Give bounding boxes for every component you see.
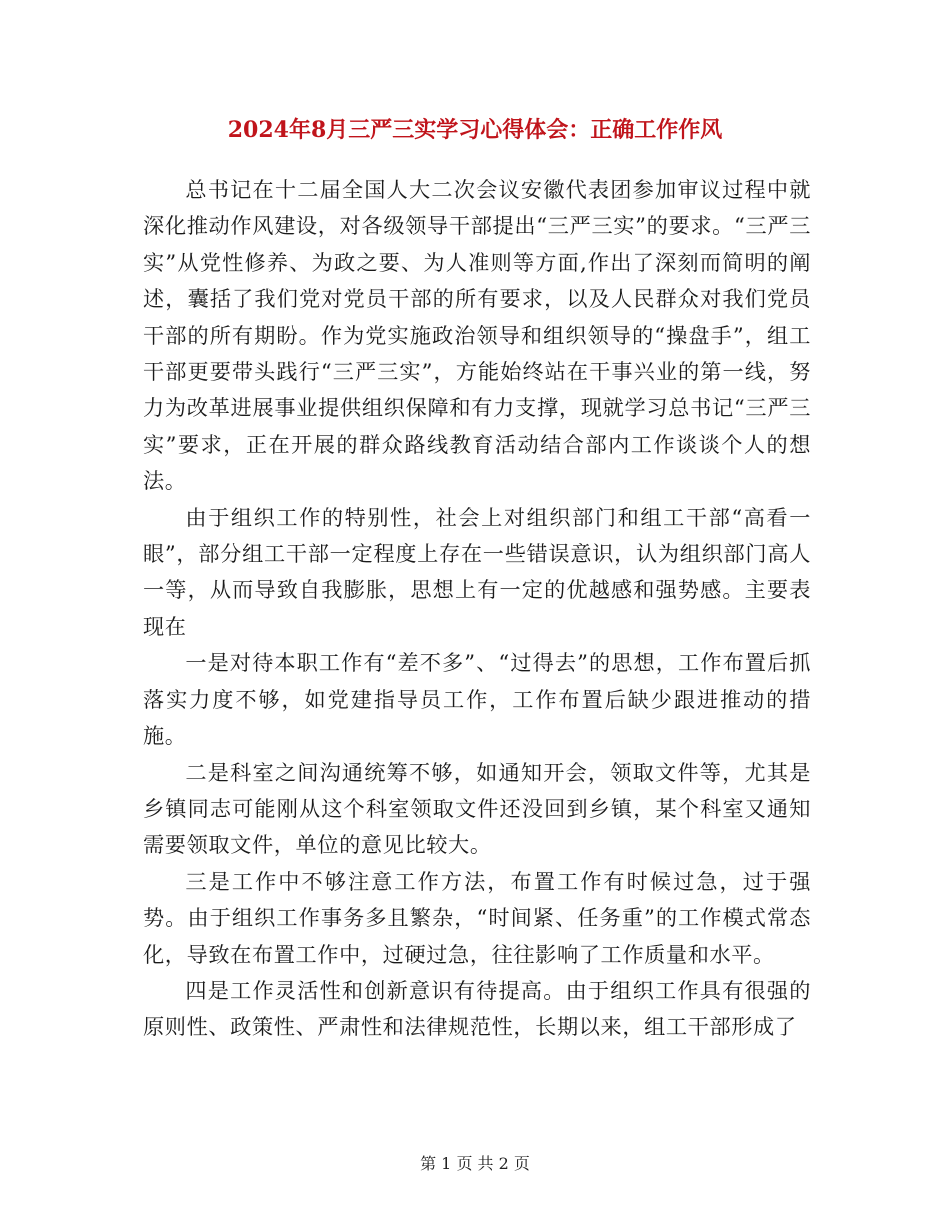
paragraph-4: 二是科室之间沟通统筹不够，如通知开会，领取文件等，尤其是乡镇同志可能刚从这个科室领取文件还没回到乡镇，某个科室又通知需要领取文件，单位的意见比较大。: [143, 759, 811, 858]
page-footer: 第 1 页 共 2 页: [420, 1154, 530, 1173]
document-title: 2024年8月三严三实学习心得体会：正确工作作风: [227, 117, 723, 143]
paragraph-2: 由于组织工作的特别性，社会上对组织部门和组工干部“高看一眼”，部分组工干部一定程度上存在一些错误意识，认为组织部门高人一等，从而导致自我膨胀，思想上有一定的优越感和强势感。主要表现在: [143, 504, 811, 639]
paragraph-3: 一是对待本职工作有“差不多”、“过得去”的思想，工作布置后抓落实力度不够，如党建指导员工作，工作布置后缺少跟进推动的措施。: [143, 650, 811, 749]
paragraph-1: 总书记在十二届全国人大二次会议安徽代表团参加审议过程中就深化推动作风建设，对各级领导干部提出“三严三实”的要求。“三严三实”从党性修养、为政之要、为人准则等方面,作出了深刻而简明的阐述，囊括了我们党对党员干部的所有要求，以及人民群众对我们党员干部的所有期盼。作为党实施政治领导和组织领导的“操盘手”，组工干部更要带头践行“三严三实”，方能始终站在干事兴业的第一线，努力为改革进展事业提供组织保障和有力支撑，现就学习总书记“三严三实”要求，正在开展的群众路线教育活动结合部内工作谈谈个人的想法。: [143, 177, 811, 494]
document-body: [143, 172, 811, 1046]
paragraph-6: 四是工作灵活性和创新意识有待提高。由于组织工作具有很强的原则性、政策性、严肃性和法律规范性，长期以来，组工干部形成了: [143, 977, 811, 1040]
paragraph-5: 三是工作中不够注意工作方法，布置工作有时候过急，过于强势。由于组织工作事务多且繁杂，“时间紧、任务重”的工作模式常态化，导致在布置工作中，过硬过急，往往影响了工作质量和水平。: [143, 868, 811, 967]
